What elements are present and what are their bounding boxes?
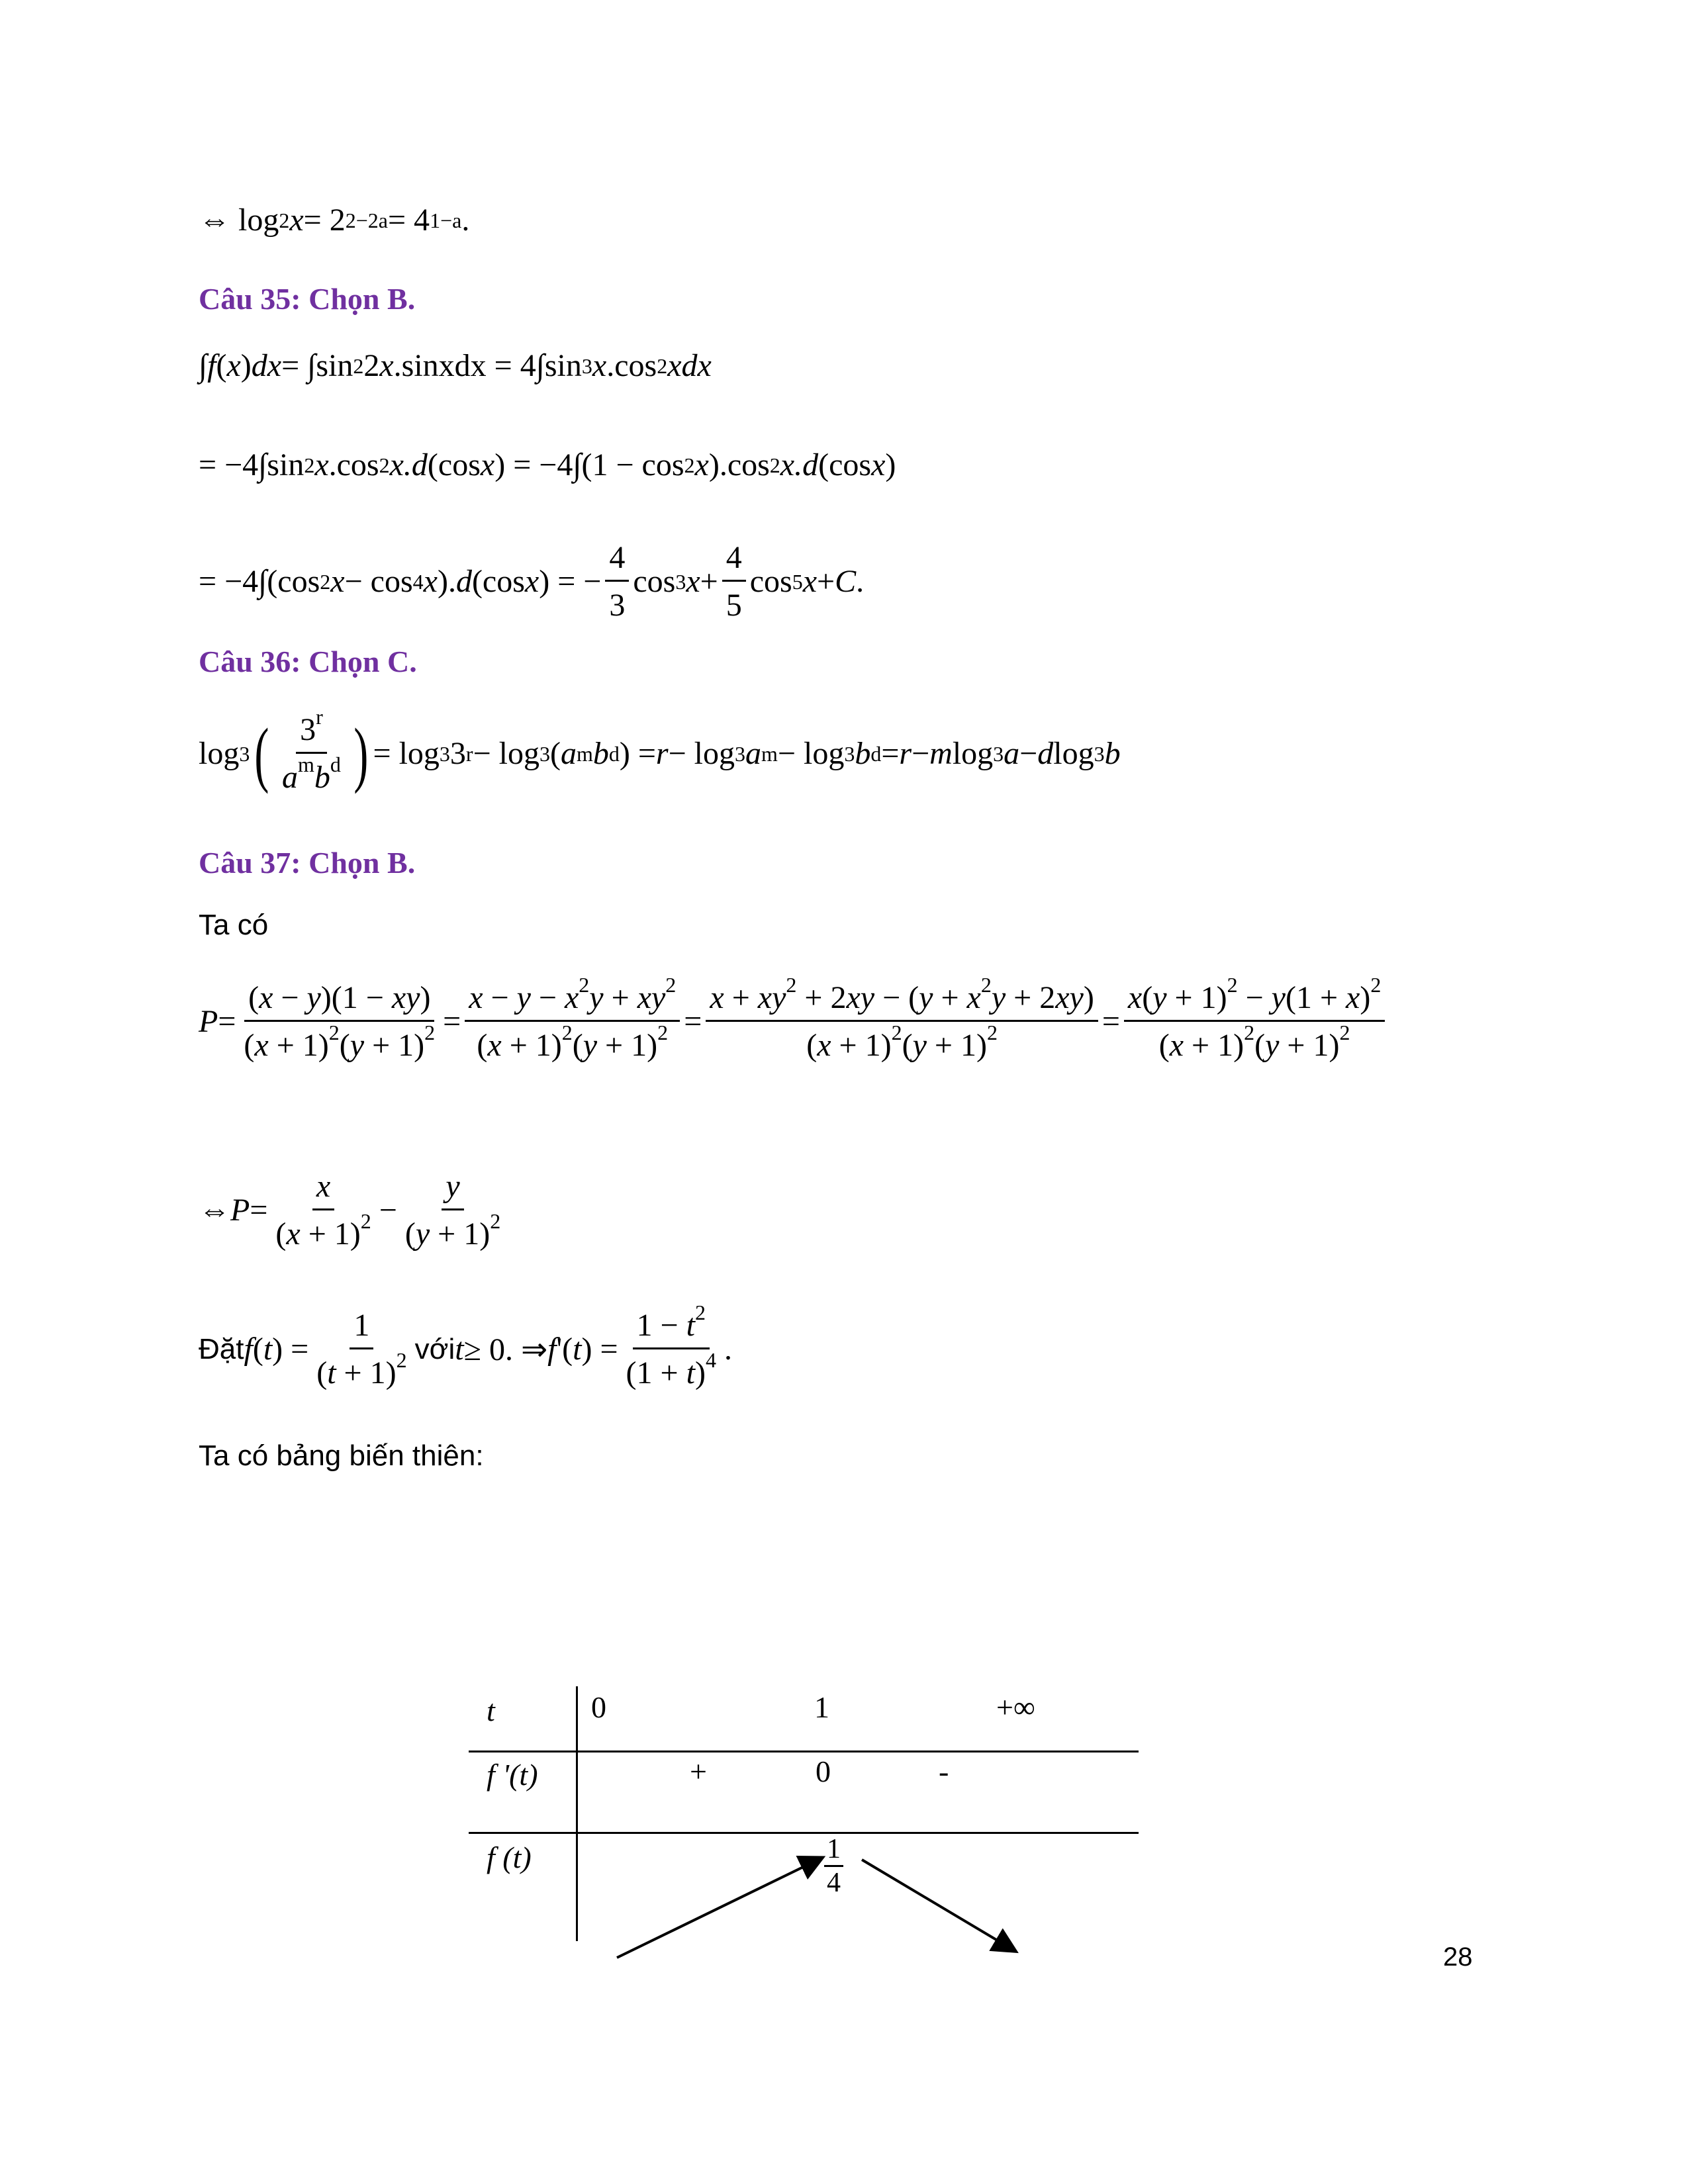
math-text: .cos	[606, 348, 657, 383]
math-text: (cos	[471, 564, 525, 599]
math-variable: y	[583, 1028, 598, 1063]
math-variable: t	[686, 1355, 695, 1390]
math-variable: x	[330, 564, 345, 599]
math-text: (	[244, 1028, 255, 1063]
math-variable: xy	[1055, 980, 1084, 1015]
math-text: =	[250, 1193, 268, 1228]
math-text: + 1)	[831, 1028, 892, 1063]
inline-text: với	[414, 1332, 455, 1365]
superscript: 2	[1339, 1021, 1350, 1044]
math-variable: x	[966, 980, 981, 1015]
math-text: 5	[726, 588, 742, 623]
math-text: (	[572, 1028, 583, 1063]
math-variable: x	[254, 1028, 269, 1063]
math-text: 4	[609, 540, 626, 575]
math-variable: x	[314, 447, 329, 482]
math-variable: x	[1169, 1028, 1184, 1063]
math-variable: b	[314, 760, 330, 795]
math-text: −	[530, 980, 565, 1015]
math-text: + 1)	[300, 1216, 361, 1251]
math-text: (	[477, 1028, 488, 1063]
superscript: m	[297, 752, 314, 776]
math-variable: y	[306, 980, 321, 1015]
math-variable: r	[899, 736, 912, 771]
math-text: −	[912, 736, 930, 771]
math-variable: t	[455, 1332, 464, 1367]
math-text: '(	[556, 1332, 573, 1367]
math-text: =	[1102, 1004, 1120, 1039]
math-text: ).	[437, 564, 456, 599]
question-36-heading: Câu 36: Chọn C.	[199, 645, 417, 678]
math-text: +	[724, 980, 758, 1015]
math-text: (	[1158, 1028, 1170, 1063]
math-variable: y	[1271, 980, 1286, 1015]
math-text: log	[1053, 736, 1094, 771]
increasing-arrow	[617, 1858, 821, 1958]
math-text: )	[885, 447, 896, 482]
math-text: + 1)	[1184, 1028, 1244, 1063]
fprime-zero: 0	[816, 1754, 831, 1788]
math-variable: y	[1152, 980, 1167, 1015]
q35-line-3: = −4∫(cos 2 x − cos 4 x ). d (cos x ) = − $\frac{4}{3}$ cos 3 x + $\frac{4}{5}$ cos 5 x + C .	[199, 540, 865, 623]
math-variable: xy	[846, 980, 875, 1015]
math-text: (	[248, 980, 259, 1015]
math-text: −	[1019, 736, 1038, 771]
page-number: 28	[1443, 1942, 1473, 1972]
superscript: 2	[424, 1021, 436, 1044]
max-denominator: 4	[827, 1868, 841, 1898]
superscript: d	[330, 752, 341, 776]
math-variable: t	[573, 1332, 582, 1367]
math-text: (	[902, 1028, 913, 1063]
math-variable: x	[524, 564, 539, 599]
math-variable: x	[487, 1028, 502, 1063]
math-text: )	[240, 348, 252, 383]
math-text: .	[461, 203, 470, 238]
decreasing-arrow	[862, 1860, 1014, 1950]
math-variable: a	[1004, 736, 1020, 771]
math-variable: t	[686, 1308, 695, 1343]
math-text: − log	[777, 736, 845, 771]
math-text: )	[694, 1355, 706, 1390]
math-variable: x	[694, 447, 709, 482]
math-text: + 1)	[926, 1028, 987, 1063]
math-text: .	[856, 564, 865, 599]
inline-text: Đặt	[199, 1332, 244, 1365]
math-variable: y	[350, 1028, 365, 1063]
math-text: − log	[668, 736, 735, 771]
superscript: r	[316, 705, 323, 729]
math-text: + 1)	[430, 1216, 491, 1251]
math-text: ⇔ log	[199, 203, 279, 238]
math-text: cos	[633, 564, 676, 599]
math-text: (	[806, 1028, 818, 1063]
math-text: +	[603, 980, 637, 1015]
math-text: cos	[749, 564, 792, 599]
math-text: ) = −	[539, 564, 602, 599]
math-variable: y	[589, 980, 604, 1015]
superscript: 2	[986, 1021, 998, 1044]
math-text: (	[1254, 1028, 1266, 1063]
math-variable: x	[564, 980, 579, 1015]
math-text: + 1)	[597, 1028, 658, 1063]
math-text: = −4∫sin	[199, 447, 305, 482]
math-variable: x	[686, 564, 700, 599]
math-variable: P	[230, 1193, 250, 1228]
math-variable: x	[289, 203, 304, 238]
math-variable: x	[286, 1216, 301, 1251]
math-text: ) = −4∫(1 − cos	[494, 447, 684, 482]
math-text: + 1)	[268, 1028, 329, 1063]
math-variable: P	[199, 1004, 218, 1039]
math-text: 2	[363, 348, 380, 383]
math-text: −	[379, 1193, 397, 1228]
math-variable: C	[835, 564, 857, 599]
row-fprime-label: f '(t)	[487, 1758, 538, 1792]
math-variable: x	[469, 980, 483, 1015]
math-variable: f	[547, 1332, 557, 1367]
math-text: (1 +	[1285, 980, 1346, 1015]
math-text: .	[724, 1332, 732, 1367]
math-text: + 1)	[336, 1355, 397, 1390]
math-text: 3	[300, 712, 316, 747]
math-text: log	[952, 736, 994, 771]
math-variable: x.d	[780, 447, 819, 482]
math-variable: xy	[757, 980, 786, 1015]
math-text: − cos	[344, 564, 413, 599]
math-text: (	[1142, 980, 1153, 1015]
math-text: ).cos	[708, 447, 770, 482]
math-variable: r	[655, 736, 669, 771]
math-text: ) =	[272, 1332, 309, 1367]
superscript: 2	[561, 1021, 573, 1044]
math-variable: x	[259, 980, 273, 1015]
math-variable: a	[281, 760, 298, 795]
math-variable: y	[919, 980, 933, 1015]
math-variable: a	[745, 736, 762, 771]
math-variable: a	[560, 736, 577, 771]
math-text: =	[684, 1004, 702, 1039]
math-text: = ∫sin	[281, 348, 353, 383]
math-text: 1 −	[636, 1308, 686, 1343]
math-variable: b	[592, 736, 609, 771]
math-text: + 2	[1006, 980, 1056, 1015]
math-variable: x	[871, 447, 886, 482]
math-text: =	[881, 736, 900, 771]
math-variable: x	[423, 564, 438, 599]
math-text: (	[252, 1332, 263, 1367]
math-variable: xy	[391, 980, 420, 1015]
q36-log-equation: log 3 ( $\frac{3^r}{a^mb^d}$ ) = log 3 3 r − log 3 ( a m b d ) = r − log 3 a m − log 3 b d = r − m log 3 a − d log 3 b	[199, 705, 1121, 795]
question-35-heading: Câu 35: Chọn B.	[199, 282, 416, 316]
math-variable: xdx	[667, 348, 712, 383]
math-variable: d	[455, 564, 472, 599]
superscript: 2	[1227, 973, 1238, 997]
math-text: + 1)	[364, 1028, 425, 1063]
math-text: 4	[726, 540, 742, 575]
superscript: 2	[360, 1209, 371, 1233]
superscript: 2	[665, 973, 677, 997]
math-text: −	[483, 980, 517, 1015]
math-variable: x	[480, 447, 495, 482]
math-variable: y	[516, 980, 531, 1015]
math-variable: y	[415, 1216, 430, 1251]
math-text: 1	[353, 1308, 370, 1343]
math-text: )	[420, 980, 431, 1015]
math-variable: b	[855, 736, 871, 771]
log2-equation: ⇔ log 2 x = 2 2−2a = 4 1−a .	[199, 203, 470, 238]
fprime-sign-negative: -	[939, 1754, 949, 1788]
math-text: ) =	[581, 1332, 618, 1367]
math-text: (	[275, 1216, 287, 1251]
math-text: = 2	[303, 203, 346, 238]
math-variable: f	[244, 1332, 253, 1367]
math-text: + 1)	[501, 1028, 562, 1063]
max-numerator: 1	[824, 1833, 843, 1867]
superscript: 2	[786, 973, 797, 997]
q35-line-1: ∫ f ( x ) dx = ∫sin 2 2 x .sinxdx = 4∫sin 3 x .cos 2 xdx	[199, 348, 712, 383]
math-text: .cos	[328, 447, 379, 482]
math-variable: x	[817, 1028, 831, 1063]
large-parenthesis: )	[353, 713, 369, 794]
math-text: +	[933, 980, 967, 1015]
math-variable: x	[226, 348, 241, 383]
math-text: ∫	[199, 348, 208, 383]
superscript: 2	[657, 1021, 669, 1044]
math-text: 3	[609, 588, 626, 623]
math-text: =	[218, 1004, 236, 1039]
math-text: + 2	[796, 980, 847, 1015]
math-variable: x	[1346, 980, 1360, 1015]
math-variable: x	[316, 1169, 331, 1204]
math-variable: xy	[637, 980, 666, 1015]
t-value-infinity: +∞	[996, 1690, 1035, 1724]
math-text: (	[316, 1355, 328, 1390]
math-text: −	[273, 980, 307, 1015]
superscript: 2	[1244, 1021, 1255, 1044]
math-text: (cos	[427, 447, 481, 482]
t-value-1: 1	[814, 1690, 829, 1724]
math-variable: x	[592, 348, 607, 383]
superscript: 2	[891, 1021, 902, 1044]
math-text: = 4	[387, 203, 430, 238]
math-text: +	[700, 564, 718, 599]
math-text: + 1)	[1279, 1028, 1340, 1063]
q35-line-2: = −4∫sin 2 x .cos 2 x.d (cos x ) = −4∫(1 − cos 2 x ).cos 2 x.d (cos x )	[199, 447, 896, 482]
math-variable: x	[379, 348, 394, 383]
math-text: = log	[373, 736, 440, 771]
math-text: 3	[449, 736, 466, 771]
math-variable: t	[263, 1332, 273, 1367]
math-text: (cos	[818, 447, 872, 482]
math-text: ≥ 0. ⇒	[463, 1332, 548, 1367]
math-variable: y	[991, 980, 1006, 1015]
math-text: )	[1083, 980, 1094, 1015]
math-text: ) =	[619, 736, 656, 771]
row-f-label: f (t)	[487, 1841, 532, 1874]
large-parenthesis: (	[254, 713, 269, 794]
superscript: 4	[705, 1348, 716, 1372]
math-text: .sinxdx = 4∫sin	[393, 348, 582, 383]
math-text: + 1)	[1166, 980, 1227, 1015]
math-variable: d	[1037, 736, 1054, 771]
math-text: ⇔	[199, 1193, 230, 1228]
math-variable: y	[912, 1028, 927, 1063]
math-variable: y	[445, 1169, 460, 1204]
math-text: (	[404, 1216, 416, 1251]
row-t-label: t	[487, 1694, 495, 1727]
math-variable: f	[207, 348, 216, 383]
math-variable: dx	[251, 348, 282, 383]
math-text: )(1 −	[320, 980, 392, 1015]
superscript: 2	[1370, 973, 1382, 997]
math-variable: b	[1104, 736, 1121, 771]
t-value-0: 0	[591, 1690, 606, 1724]
superscript: 2	[396, 1348, 407, 1372]
superscript: 2	[980, 973, 992, 997]
q37-table-intro: Ta có bảng biến thiên:	[199, 1439, 484, 1472]
superscript: 2	[694, 1300, 706, 1324]
math-variable: y	[1265, 1028, 1280, 1063]
superscript: 2	[490, 1209, 501, 1233]
math-text: = −4∫(cos	[199, 564, 320, 599]
question-37-heading: Câu 37: Chọn B.	[199, 846, 416, 880]
math-text: )	[1360, 980, 1371, 1015]
math-text: −	[1237, 980, 1272, 1015]
math-variable: x	[802, 564, 818, 599]
math-text: (	[549, 736, 561, 771]
math-text: − log	[473, 736, 539, 771]
math-text: +	[817, 564, 835, 599]
math-variable: x.d	[389, 447, 428, 482]
math-text: − (	[874, 980, 919, 1015]
math-variable: t	[327, 1355, 336, 1390]
math-variable: m	[929, 736, 953, 771]
q37-intro: Ta có	[199, 909, 269, 941]
math-text: (	[339, 1028, 350, 1063]
superscript: 2	[579, 973, 590, 997]
math-text: log	[199, 736, 240, 771]
math-text: =	[443, 1004, 461, 1039]
math-variable: x	[1127, 980, 1143, 1015]
fprime-sign-positive: +	[690, 1754, 707, 1788]
math-text: (	[216, 348, 227, 383]
math-variable: x	[710, 980, 724, 1015]
math-text: (1 +	[626, 1355, 686, 1390]
superscript: 2	[328, 1021, 340, 1044]
